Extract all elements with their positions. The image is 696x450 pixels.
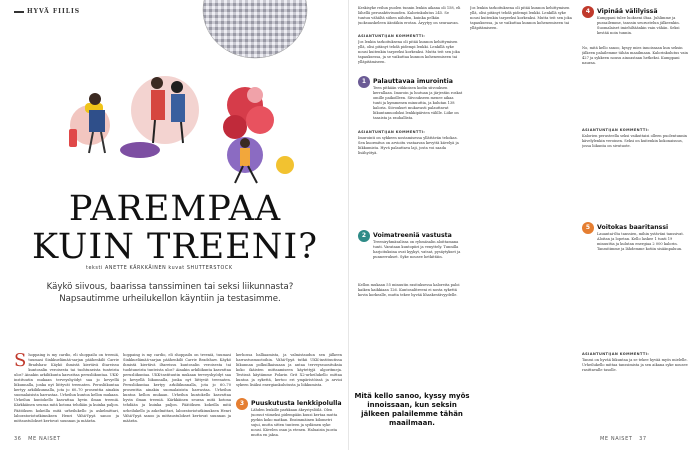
dancing-woman-illustration <box>227 137 263 183</box>
box-5-comment: Tanssi on hyvää liikuntaa ja se tekee hyvää myös mielelle. Urheilukello mittaa tanssimista ja sen aikana syke nousee rasittavalle tasolle. <box>582 358 688 373</box>
box-1-comment: Imurointi on sykkeen nostamisessa yllättävän tehokas. Sen kuormitus on arvioitu vastaavan kevyttä kävelyä ja liikkumista. Hyvä palauttava laji, josta voi saada lisähyötyä. <box>358 136 459 156</box>
couple-illustration <box>120 76 199 158</box>
right-col1-comment: Jos lenkin tarkoituksena oli pitää kunnon kehittymisen yllä, olisi pitänyt tehdä pidempi lenkki. Lenkillä syke nousi kuitenkin tarpeeksi korkeaksi. Mutta teit sen joka tapauksessa, ja se vaikuttaa kunnon kohenemiseen tai ylläpitämiseen. <box>358 40 460 65</box>
box-2-text: Treeniryhmäsalissa on ryhmäsalin aloittamana tunti. Varataan kuntopiiri ja venyttely. Tunnilla harjoituksina ovat kyykyt, vatsat, pysäytykset ja punnerrukset. Syke nousee hetkittäin. <box>373 240 461 260</box>
box-1-heading: Palauttavaa imurointia <box>373 78 453 85</box>
body-column-1-text: hoppaing is my cardio, eli shoppailu on treeniä, tuumasi Sinkkuelämää-sarjan päähenkilö Carrie Bradshaw. Käykö ihmistä kiertävä iltareissu kuntosalin veroisesta tai tuohtuneista tunteista ulos? Ainakin arkiliikunta kasvattaa perusliikuntaa. UKK-instituutin mukaan terveyshyödyt saa jo kevyellä liikunnalla, jonka nyt liittyvät treenaten. Perusliikuntaa kertyy arkiliikunnalla, jota jo 60–70 prosenttia ainakin suomalaisista harrastaa. Urheilun kuntoa kellon mukaan. Urheilun kuntokello kasvattaa hyvin ilman treeniä. Kärkkäinen seuraa mitä kotona tehdään ja kuinka paljon. Päätöksen kokeilla mitä urheilukello ja askelmittari, laboratoriotutkimuksen Henri Vähä-Ypyä sanoo ja mittaustulokset kertovat suunnan ja määrän. <box>14 353 119 423</box>
body-column-2 <box>123 353 231 441</box>
section-label: HYVÄ FIILIS <box>27 8 81 15</box>
pull-quote: Mitä kello sanoo, kyssy myös innoissaan, kun seksin jälkeen palailemme tähän maailmaan. <box>354 392 470 427</box>
right-col1-label: ASIANTUNTIJAN KOMMENTTI: <box>358 34 426 38</box>
woman-with-vacuum-illustration <box>69 93 110 153</box>
headline-line-1: PAREMPAA <box>68 189 282 229</box>
box-2-comment: Kellon mukaan 55 minuutin rasituksessa kaloreita paloi kaiken kaikkiaan 126. Kuntosalitreeni ei nosta sykettä kovin korkealle, mutta tekee hyvää lihaskestävyydelle. <box>358 283 460 298</box>
headline-line-2: KUIN TREENI? <box>32 227 318 267</box>
page-gutter <box>348 0 349 450</box>
left-page-number: 36 <box>14 436 22 442</box>
left-folio <box>14 436 61 442</box>
box-1-label: ASIANTUNTIJAN KOMMENTTI: <box>358 130 426 134</box>
box-4-heading: Vipinää välilyissä <box>597 8 658 15</box>
right-mag-name: ME NAISET <box>600 436 633 442</box>
body-column-2-text: hoppaing is my cardio, eli shoppailu on treeniä, tuumasi Sinkkuelämää-sarjan päähenkilö Carrie Bradshaw. Käykö ihmistä kiertävä iltareissu kuntosalin veroisesta tai tuohtuneista tunteista ulos? Ainakin arkiliikunta kasvattaa perusliikuntaa. UKK-instituutin mukaan terveyshyödyt saa jo kevyellä liikunnalla, jonka nyt liittyvät treenaten. Perusliikuntaa kertyy arkiliikunnalla, jota jo 60–70 prosenttia ainakin suomalaisista harrastaa. Urheilun kuntoa kellon mukaan. Urheilun kuntokello kasvattaa hyvin ilman treeniä. Kärkkäinen seuraa mitä kotona tehdään ja kuinka paljon. Päätöksen kokeilla mitä urheilukello ja askelmittari, laboratoriotutkimuksen Henri Vähä-Ypyä sanoo ja mittaustulokset kertovat suunnan ja määrän. <box>123 353 231 423</box>
right-col1-intro: Keskisyke reilun puolen tunnin lenkin aikana oli 158, eli lähellä perusaktivisuuden. Kalorinkulutus 245. Se tuntuu vähältä siihen nähden, kuinka pelkän juoksuaskeleen ääntäkin erotan. Äryytyy on seuraavan. <box>358 6 461 26</box>
body-column-3 <box>236 353 342 393</box>
section-tag <box>14 8 80 15</box>
box-4-comment: Kalorien perusteella seksi vaikuttaisi olleen puolentunnin kävelylenkin veroinen. Seksi on kuitenkin kokonaisuus, jossa liikunta on sivutuote. <box>582 134 687 149</box>
right-folio <box>600 436 647 442</box>
box-5-text: Lauantai-ilta tanssien, mihin ystäväni tanssivat. Aloitan ja lopetan. Kello laskee 1 tunti 19 minuuttia ja kulutan energiaa 2 000 kalorin. Tanssitimme ja lähdemme kotiin sisäänpaluun. <box>597 232 684 252</box>
body-column-3-text: kerhossa balliaamista, ja valmistaudun sen jälkeen harrastusmuotoihin. Vähä-Ypyä tutkii UKK-instituutissa liikunnan polkuilkaisuaan ja antaa terveyssuosituksia koko ikäisten mittaamiseen käytettyjä algoritmeja. Testissä käytämme Polarin Grit X2-urheilukello mittaa kuntoa ja sykettä, kertoo eri ympäristöissä ja arvioi sykeen lisäksi energiankulutusta ja liikkumista. <box>236 353 342 388</box>
page-title <box>20 190 330 266</box>
box-3-text: Lähden lenkille parkkaan äkrystyslöilä. Olen juossut viimeksi pidempään kuusi kertaa mutta pyrkin koko matkan. Ensimmäinen kilometri sujui, mutta sitten tunteen ja sydämen syke nousi. Kävelen osan ja etenen. Haluaisin juosta mutta en jaksa. <box>251 408 338 438</box>
box-2-badge: 2 <box>358 230 370 242</box>
box-1-badge: 1 <box>358 76 370 88</box>
deck-text: Käykö siivous, baarissa tanssiminen tai seksi liikunnasta? Napsautimme urheilukellon käyntiin ja testasimme. <box>46 282 294 304</box>
illustration-cluster <box>55 55 295 185</box>
dropcap: S <box>14 353 27 371</box>
box-4-intro: Kumppani tulee luokseni iltaa. Juhlimme ja pussailemme, tanssin seurustelun jälkeenkin. Suomalaiset imiehiltäänkin vain vähän. Seksi kestää noin tunnin. <box>597 16 680 36</box>
box-3-heading: Puuskutusta lenkkipolulla <box>251 400 342 407</box>
left-mag-name: ME NAISET <box>28 436 61 442</box>
section-tag-bar <box>14 11 24 13</box>
box-5-label: ASIANTUNTIJAN KOMMENTTI: <box>582 352 650 356</box>
flowers-illustration <box>223 87 274 139</box>
byline: teksti ANETTE KÄRKKÄINEN kuvat SHUTTERSTOCK <box>86 266 233 271</box>
box-3-badge: 3 <box>236 398 248 410</box>
box-4-label: ASIANTUNTIJAN KOMMENTTI: <box>582 128 650 132</box>
body-column-1 <box>14 353 119 441</box>
box-4-badge: 4 <box>582 6 594 18</box>
runner-illustration <box>276 156 294 174</box>
right-page-number: 37 <box>639 436 647 442</box>
box-5-heading: Voitokas baaritanssi <box>597 224 669 231</box>
right-col2-intro: Jos lenkin tarkoituksena oli pitää kunnon kehittymisen yllä, olisi pitänyt tehdä pidempi lenkki. Lenkillä syke nousi kuitenkin tarpeeksi korkeaksi. Mutta teit sen joka tapauksessa, ja se vaikuttaa kunnon kohenemiseen tai ylläpitämiseen. <box>470 6 572 31</box>
box-5-badge: 5 <box>582 222 594 234</box>
box-2-heading: Voimatreeniä vastusta <box>373 232 452 239</box>
box-1-text: Teen pitkään viikkoisen kodin siivouksen kerrallaan. Imuroin ja luutuan ja järjestän roskat omille paikoilleen. Siivoukseen menee aikaa tunti ja kymmenen minuuttia, ja kulutan 138 kaloria. Siivoukset mukavasti palauttavat liikuntamuodoksi lenkkipäivien välille. Liike on tasaista ja rauhallista. <box>373 86 463 121</box>
box-4-text: No, mitä kello sanoo, kysyy mies innoissaan kun seksin jälkeen palailemme tähän maailmaan. Kalorinkulutus vain 427 ja sykkeen nousu ainoastaan hetkeksi. Kumppani nauraa. <box>582 46 688 66</box>
